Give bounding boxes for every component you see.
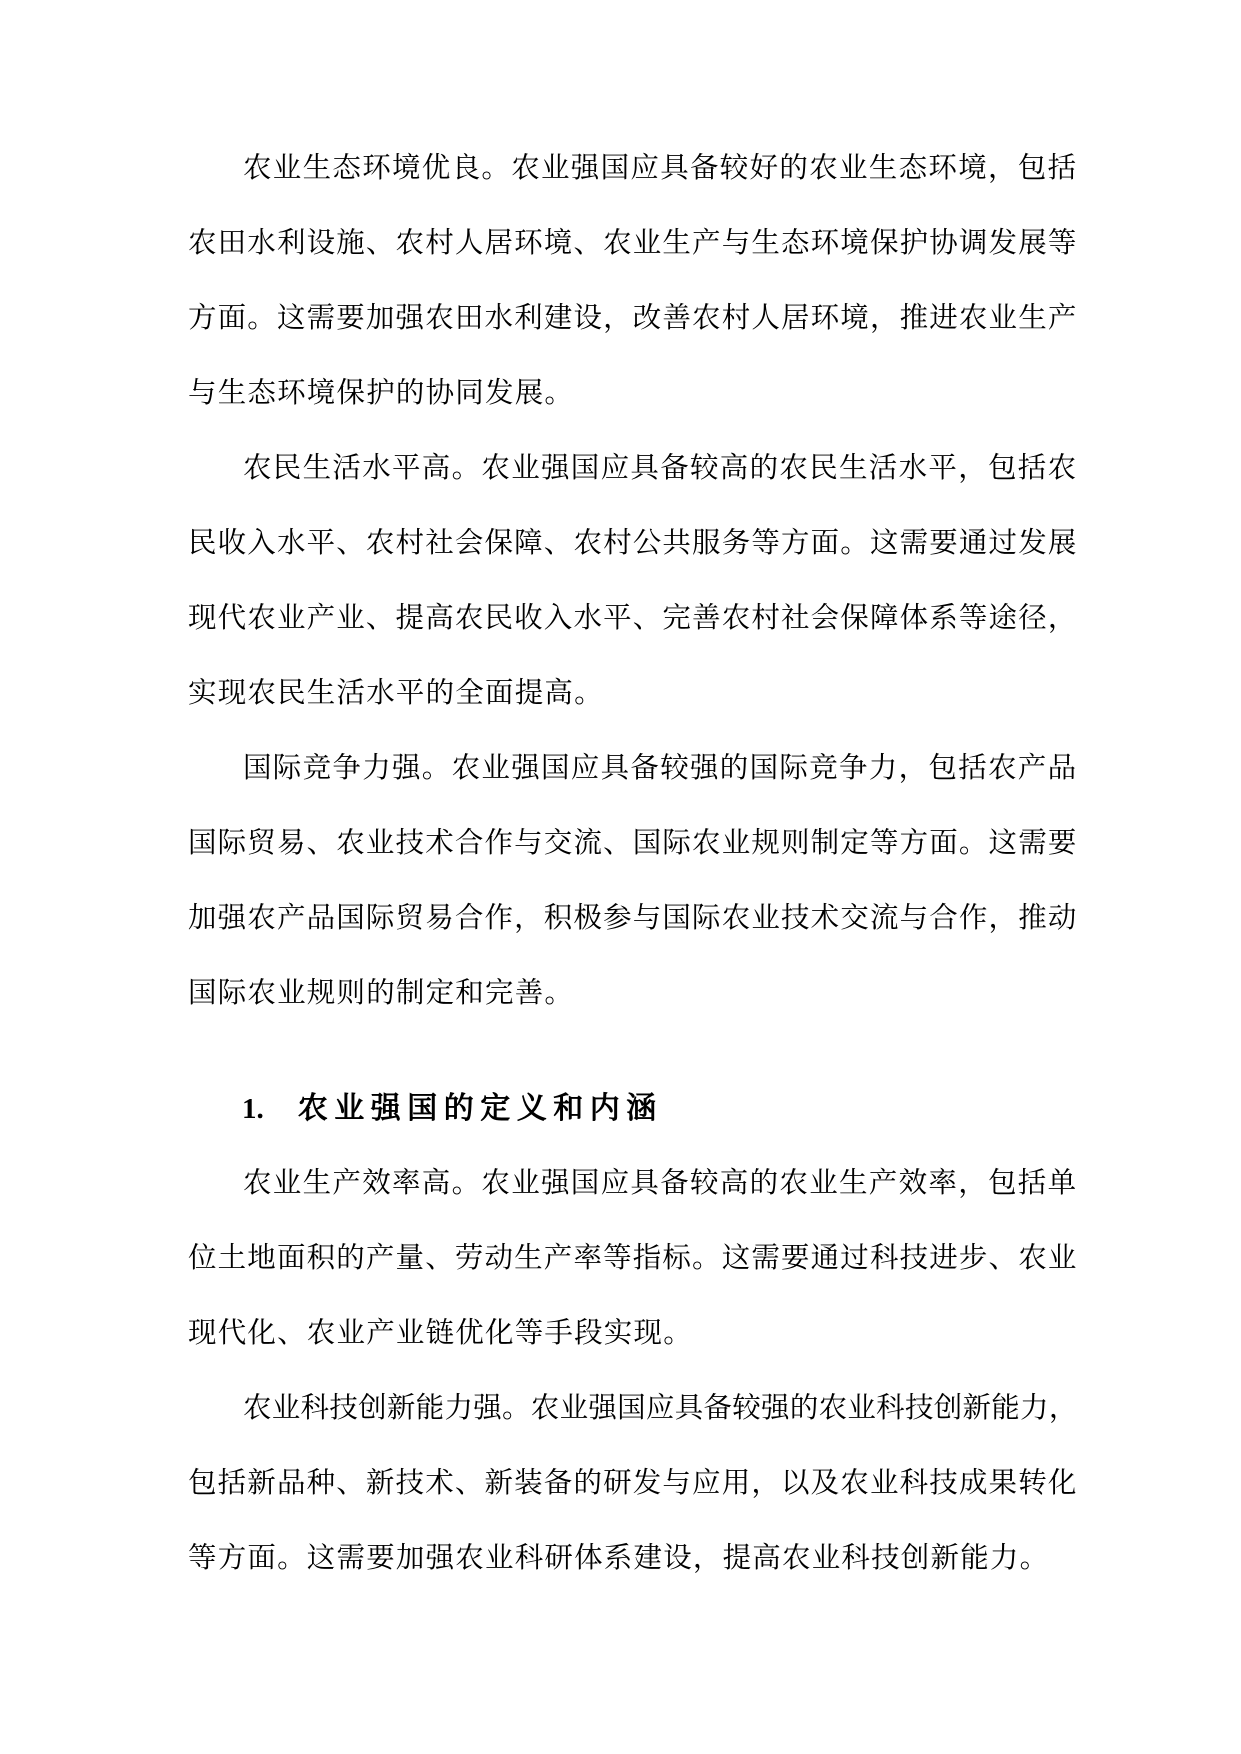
para-eco-environment <box>188 131 1078 431</box>
document-body <box>188 131 1078 1596</box>
text-line: 农业生产效率高。农业强国应具备较高的农业生产效率，包括单 <box>243 1168 1078 1199</box>
text-line: 农民生活水平高。农业强国应具备较高的农民生活水平，包括农 <box>243 453 1078 484</box>
text-line: 国际贸易、农业技术合作与交流、国际农业规则制定等方面。这需要 <box>188 828 1078 859</box>
text-line: 农业生态环境优良。农业强国应具备较好的农业生态环境，包括 <box>243 153 1078 184</box>
text-line: 民收入水平、农村社会保障、农村公共服务等方面。这需要通过发展 <box>188 528 1078 559</box>
text-line: 加强农产品国际贸易合作，积极参与国际农业技术交流与合作，推动 <box>188 903 1078 934</box>
para-production-efficiency <box>188 1146 1078 1371</box>
para-tech-innovation <box>188 1371 1078 1596</box>
text-line: 与生态环境保护的协同发展。 <box>188 378 575 409</box>
text-line: 国际农业规则的制定和完善。 <box>188 978 575 1009</box>
text-line: 包括新品种、新技术、新装备的研发与应用，以及农业科技成果转化 <box>188 1468 1078 1499</box>
text-line: 位土地面积的产量、劳动生产率等指标。这需要通过科技进步、农业 <box>188 1243 1078 1274</box>
para-international-competitiveness <box>188 731 1078 1031</box>
text-line: 国际竞争力强。农业强国应具备较强的国际竞争力，包括农产品 <box>243 753 1078 784</box>
heading-title: 农业强国的定义和内涵 <box>297 1092 663 1125</box>
text-line: 现代化、农业产业链优化等手段实现。 <box>188 1318 693 1349</box>
para-farmer-living <box>188 431 1078 731</box>
text-line: 现代农业产业、提高农民收入水平、完善农村社会保障体系等途径， <box>188 603 1078 634</box>
section-heading <box>188 1071 1078 1146</box>
text-line: 农业科技创新能力强。农业强国应具备较强的农业科技创新能力， <box>243 1393 1078 1424</box>
text-line: 方面。这需要加强农田水利建设，改善农村人居环境，推进农业生产 <box>188 303 1078 334</box>
text-line: 等方面。这需要加强农业科研体系建设，提高农业科技创新能力。 <box>188 1543 1050 1574</box>
heading-number: 1. <box>242 1093 264 1125</box>
text-line: 农田水利设施、农村人居环境、农业生产与生态环境保护协调发展等 <box>188 228 1078 259</box>
text-line: 实现农民生活水平的全面提高。 <box>188 678 604 709</box>
